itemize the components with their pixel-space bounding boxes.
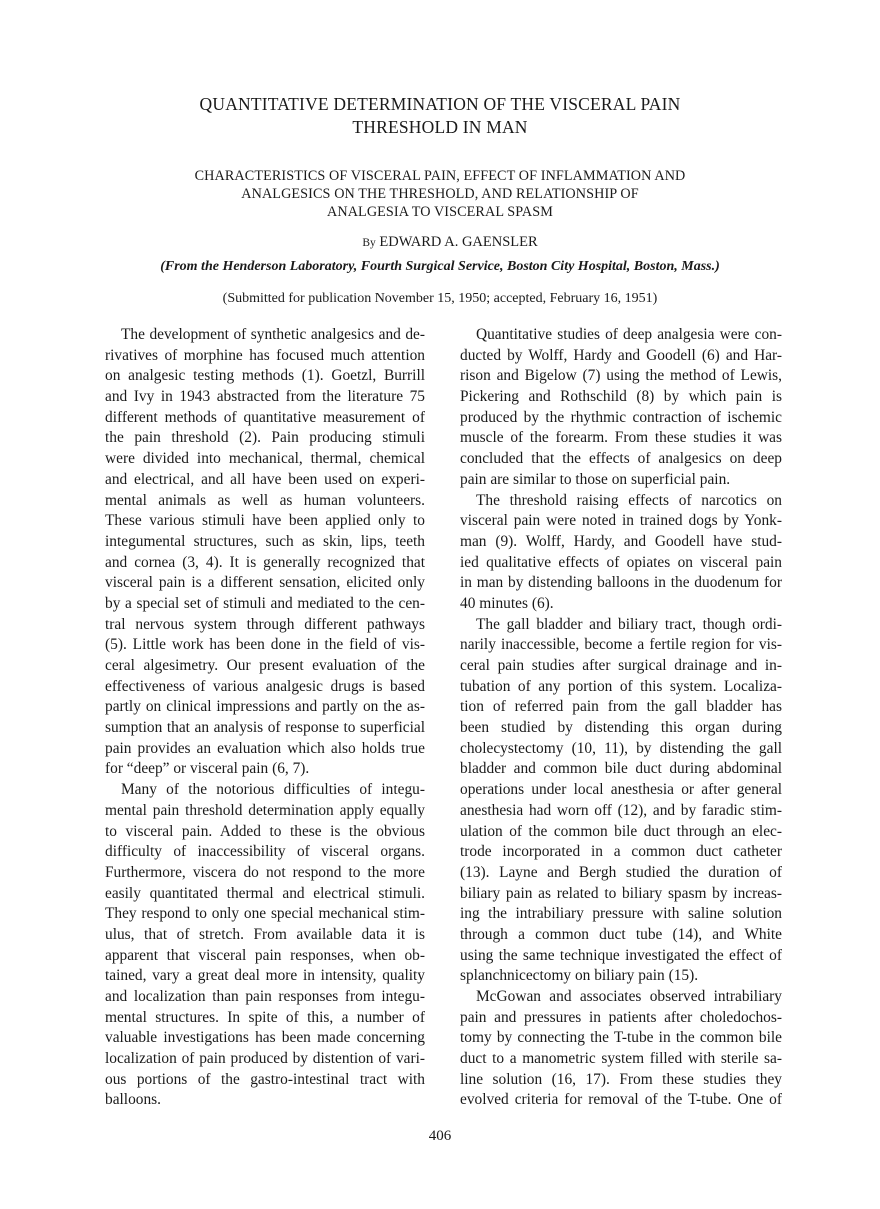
paragraph — [460, 615, 782, 987]
text-line: using the same technique investigated the effect of — [460, 946, 782, 964]
text-line: partly on clinical impressions and partly on the as- — [105, 698, 425, 716]
text-line: produced by the rhythmic contraction of ischemic — [460, 408, 782, 426]
title-line-1: QUANTITATIVE DETERMINATION OF THE VISCERAL PAIN — [199, 94, 681, 114]
text-line: tral nervous system through different pathways — [105, 615, 425, 633]
text-line: were divided into mechanical, thermal, chemical — [105, 450, 425, 468]
text-line: mental structures. In spite of this, a number of — [105, 1008, 425, 1026]
text-line: ulus, that of stretch. From available data it is — [105, 925, 425, 943]
text-line: concluded that the effects of analgesics on deep — [460, 450, 782, 468]
text-line: and electrical, and all have been used on experi- — [105, 470, 425, 488]
text-line: Many of the notorious difficulties of integu- — [121, 781, 425, 799]
text-line: balloons. — [105, 1091, 162, 1109]
text-line: sumption that an analysis of response to superficial — [105, 719, 425, 737]
text-line: effectiveness of various analgesic drugs is based — [105, 677, 425, 695]
paragraph — [460, 987, 782, 1111]
text-line: the pain threshold (2). Pain producing stimuli — [105, 429, 425, 447]
text-line: different methods of quantitative measurement of — [105, 408, 425, 426]
text-line: ied qualitative effects of opiates on visceral pain — [460, 553, 782, 571]
text-line: biliary pain as related to biliary spasm by increas- — [460, 884, 782, 902]
text-line: anesthesia had worn off (12), and by faradic stim- — [460, 801, 782, 819]
text-line: pain and pressures in patients after choledochos- — [460, 1008, 782, 1026]
text-line: to visceral pain. Added to these is the obvious — [105, 822, 425, 840]
text-line: line solution (16, 17). From these studies they — [460, 1070, 782, 1088]
text-line: on analgesic testing methods (1). Goetzl, Burrill — [105, 367, 425, 385]
text-line: visceral pain were noted in trained dogs by Yonk- — [460, 512, 782, 530]
text-line: tion of referred pain from the gall bladder has — [460, 698, 782, 716]
subtitle-line-2: ANALGESICS ON THE THRESHOLD, AND RELATIONSHIP OF — [241, 186, 639, 202]
text-line: ceral pain studies after surgical drainage and in- — [460, 657, 782, 674]
text-line: These various stimuli have been applied only to — [105, 512, 425, 530]
title-line-2: THRESHOLD IN MAN — [352, 117, 528, 137]
paragraph — [105, 780, 425, 1111]
text-line: mental pain threshold determination apply equally — [105, 801, 425, 819]
text-line: integumental structures, such as skin, lips, teeth — [105, 532, 425, 550]
right-column — [460, 325, 782, 1111]
text-line: The gall bladder and biliary tract, though ordi- — [476, 615, 782, 633]
affiliation: (From the Henderson Laboratory, Fourth Surgical Service, Boston City Hospital, Boston, Mass.) — [160, 259, 720, 274]
text-line: Quantitative studies of deep analgesia were con- — [476, 326, 782, 343]
text-line: Pickering and Rothschild (8) by which pain is — [460, 388, 782, 406]
subtitle-line-1: CHARACTERISTICS OF VISCERAL PAIN, EFFECT OF INFLAMMATION AND — [194, 168, 686, 184]
text-line: apparent that visceral pain responses, when ob- — [105, 946, 425, 964]
text-line: tained, vary a great deal more in intensity, quality — [105, 967, 425, 985]
text-line: ulation of the common bile duct through an elec- — [460, 822, 782, 840]
text-line: ous portions of the gastro-intestinal tract with — [105, 1070, 425, 1088]
text-line: ceral algesimetry. Our present evaluation of the — [105, 657, 425, 674]
text-line: visceral pain is a different sensation, elicited only — [105, 574, 425, 592]
text-line: Furthermore, viscera do not respond to the more — [105, 863, 425, 881]
text-line: difficulty of inaccessibility of visceral organs. — [105, 843, 425, 861]
page-number: 406 — [428, 1128, 452, 1144]
text-line: and localization than pain responses from integu- — [105, 988, 425, 1005]
text-line: trode incorporated in a common duct catheter — [460, 843, 782, 861]
text-line: ducted by Wolff, Hardy and Goodell (6) and Har- — [460, 346, 782, 364]
text-line: McGowan and associates observed intrabiliary — [476, 988, 782, 1005]
text-line: evolved criteria for removal of the T-tube. One of — [460, 1091, 782, 1109]
text-line: muscle of the forearm. From these studies it was — [460, 429, 782, 447]
text-line: The development of synthetic analgesics and de- — [121, 326, 425, 343]
paragraph — [460, 491, 782, 615]
text-line: splanchnicectomy on biliary pain (15). — [460, 967, 699, 985]
byline-by: By — [362, 237, 376, 249]
text-line: and cornea (3, 4). It is generally recognized that — [105, 553, 425, 571]
author-name: EDWARD A. GAENSLER — [379, 234, 538, 250]
text-line: narily inaccessible, become a fertile region for vis- — [460, 636, 782, 654]
text-line: by a special set of stimuli and mediated to the cen- — [105, 594, 425, 612]
text-line: easily quantitated thermal and electrical stimuli. — [105, 884, 425, 902]
text-line: cholecystectomy (10, 11), by distending the gall — [460, 739, 782, 757]
text-line: 40 minutes (6). — [460, 594, 554, 612]
text-line: pain are similar to those on superficial pain. — [460, 470, 731, 488]
paragraph — [105, 325, 425, 780]
byline — [0, 234, 880, 251]
text-line: pain provides an evaluation which also holds true — [105, 739, 425, 757]
text-line: (13). Layne and Bergh studied the duration of — [460, 863, 782, 881]
text-line: been studied by distending this organ during — [460, 719, 782, 737]
text-line: bladder and common bile duct during abdominal — [460, 760, 782, 778]
text-line: localization of pain produced by distention of vari- — [105, 1050, 425, 1068]
left-column — [105, 325, 425, 1111]
text-line: They respond to only one special mechanical stim- — [105, 905, 425, 923]
text-line: man (9). Wolff, Hardy, and Goodell have stud- — [460, 532, 782, 550]
text-line: and Ivy in 1943 abstracted from the literature 75 — [105, 388, 425, 406]
text-line: mental animals as well as human volunteers. — [105, 491, 425, 509]
text-line: rison and Bigelow (7) using the method of Lewis, — [460, 367, 782, 385]
text-line: tubation of any portion of this system. Localiza- — [460, 677, 782, 695]
text-line: valuable investigations has been made concerning — [105, 1029, 425, 1047]
subtitle-line-3: ANALGESIA TO VISCERAL SPASM — [327, 204, 553, 220]
text-line: in man by distending balloons in the duodenum for — [460, 574, 782, 592]
text-line: tomy by connecting the T-tube in the common bile — [460, 1029, 782, 1047]
text-line: ing the intrabiliary pressure with saline solution — [460, 905, 782, 923]
text-line: through a common duct tube (14), and White — [460, 925, 782, 943]
text-line: duct to a manometric system filled with sterile sa- — [460, 1050, 782, 1068]
text-line: (5). Little work has been done in the field of vis- — [105, 636, 425, 654]
submission-dates: (Submitted for publication November 15, 1950; accepted, February 16, 1951) — [222, 291, 658, 306]
text-line: The threshold raising effects of narcotics on — [476, 491, 782, 509]
text-line: for “deep” or visceral pain (6, 7). — [105, 760, 310, 778]
paragraph — [460, 325, 782, 491]
text-line: rivatives of morphine has focused much attention — [105, 346, 425, 364]
text-line: operations under local anesthesia or after general — [460, 781, 782, 799]
